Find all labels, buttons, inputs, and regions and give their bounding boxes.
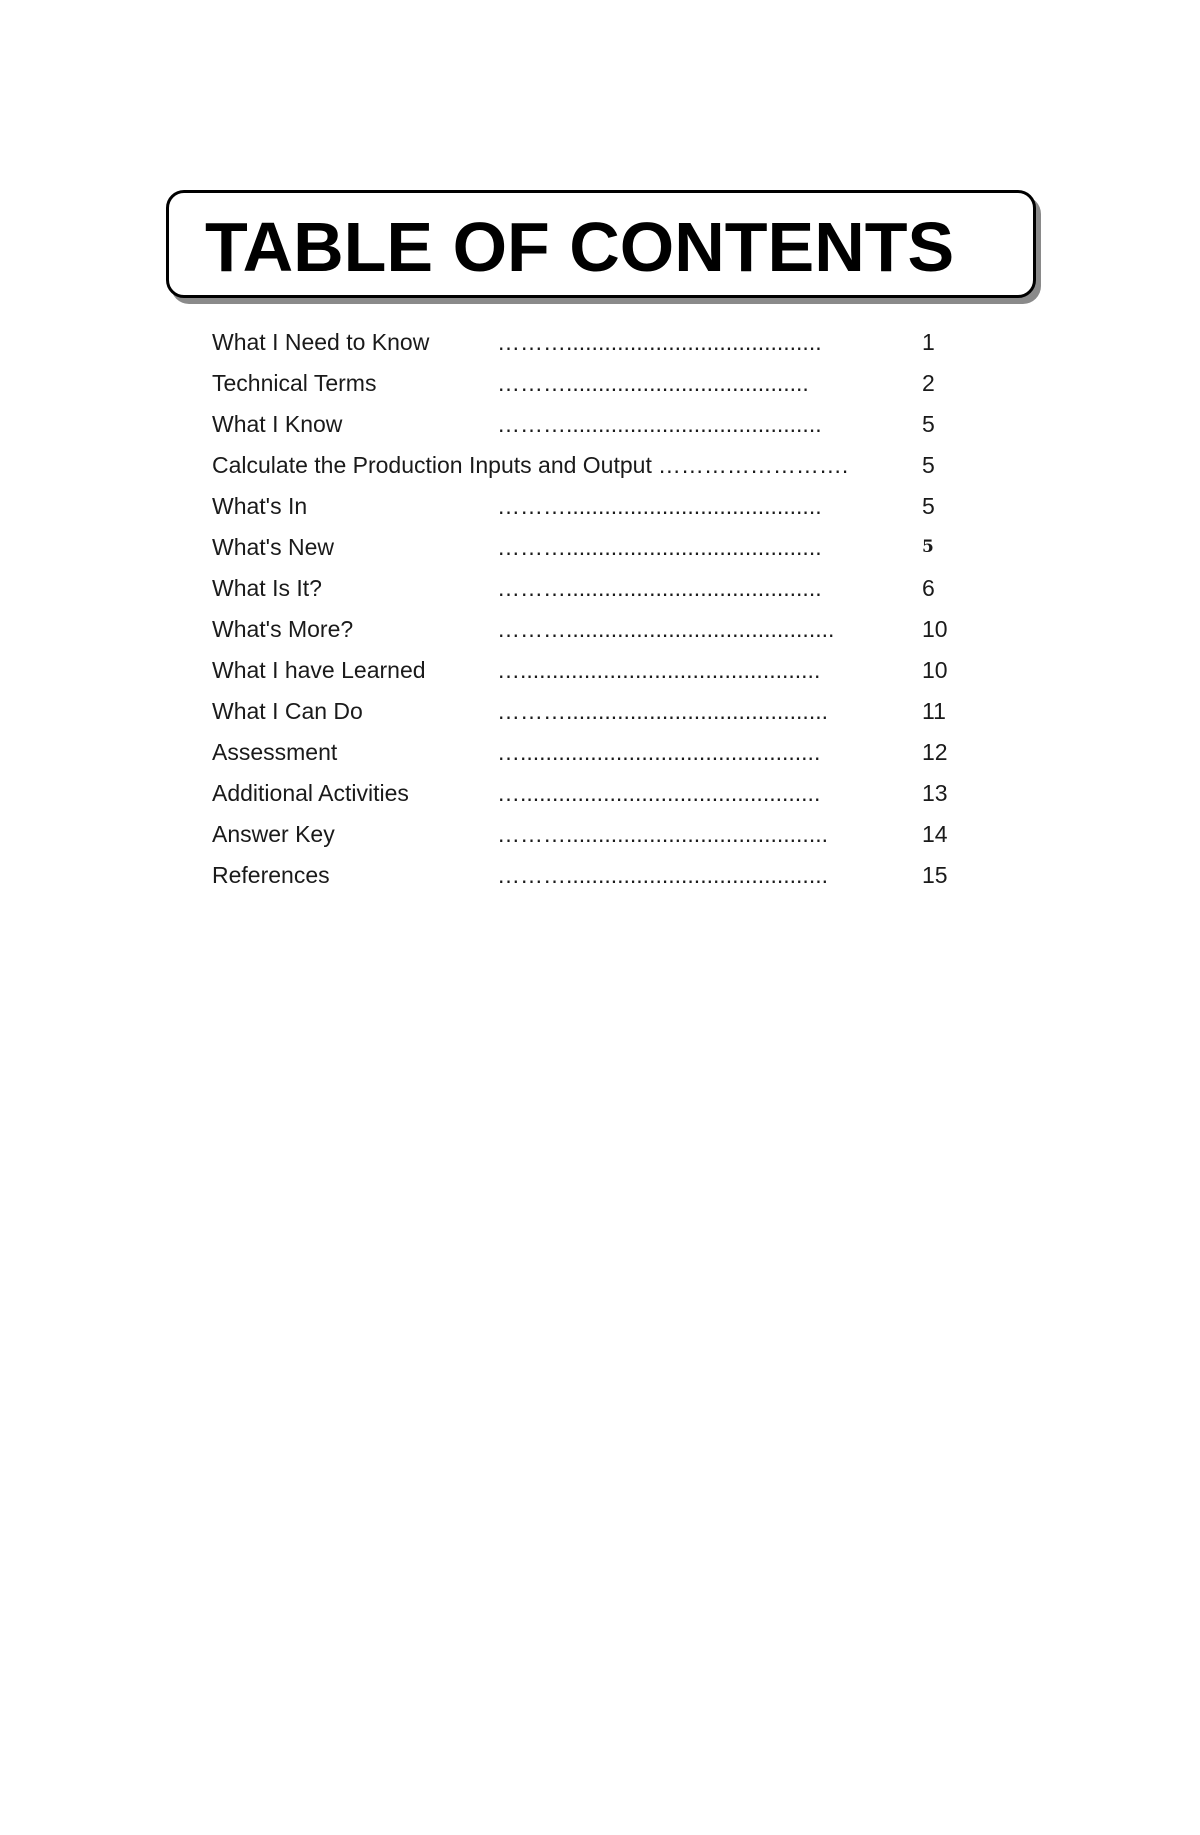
toc-entry-leader: …............................................... xyxy=(497,657,821,683)
toc-entry-page: 10 xyxy=(922,616,948,642)
toc-entry-whats-more[interactable] xyxy=(212,609,1012,650)
toc-entry-technical-terms[interactable] xyxy=(212,363,1012,404)
toc-entry-leader: ………......................................... xyxy=(497,862,828,888)
toc-entry-leader: ……………………. xyxy=(657,452,849,478)
toc-entry-page: 14 xyxy=(922,821,948,847)
toc-entry-what-i-know[interactable] xyxy=(212,404,1012,445)
toc-entry-page: 6 xyxy=(922,575,935,601)
toc-entry-label: Assessment xyxy=(212,739,338,765)
toc-entry-page: 2 xyxy=(922,370,935,396)
toc-entry-label: Technical Terms xyxy=(212,370,377,396)
toc-entry-leader: ……….......................................... xyxy=(497,616,835,642)
toc-entry-additional-activities[interactable] xyxy=(212,773,1012,814)
toc-entry-leader: ………......................................... xyxy=(497,821,828,847)
toc-entry-page: 11 xyxy=(922,698,946,724)
toc-entry-label: What I Need to Know xyxy=(212,329,430,355)
toc-entry-page: 5 xyxy=(922,537,934,557)
toc-entry-page: 5 xyxy=(922,452,935,478)
table-of-contents xyxy=(212,322,1012,896)
toc-entry-answer-key[interactable] xyxy=(212,814,1012,855)
toc-entry-page: 15 xyxy=(922,862,948,888)
toc-entry-label: Answer Key xyxy=(212,821,335,847)
toc-entry-page: 1 xyxy=(922,329,935,355)
toc-entry-leader: ………........................................ xyxy=(497,575,822,601)
toc-entry-page: 5 xyxy=(922,411,935,437)
toc-entry-leader: ………........................................ xyxy=(497,329,822,355)
toc-entry-assessment[interactable] xyxy=(212,732,1012,773)
toc-entry-label: What's More? xyxy=(212,616,354,642)
toc-entry-label: References xyxy=(212,862,330,888)
toc-entry-label: What's New xyxy=(212,534,334,560)
toc-entry-whats-new[interactable] xyxy=(212,527,1012,568)
toc-entry-label xyxy=(212,445,848,486)
toc-entry-leader: ………........................................ xyxy=(497,411,822,437)
toc-entry-leader: ………........................................ xyxy=(497,493,822,519)
toc-entry-label: What I Can Do xyxy=(212,698,363,724)
toc-entry-leader: ………...................................... xyxy=(497,370,809,396)
toc-entry-label: What's In xyxy=(212,493,308,519)
toc-entry-page: 13 xyxy=(922,780,948,806)
toc-entry-what-i-have-learned[interactable] xyxy=(212,650,1012,691)
toc-entry-what-i-need-to-know[interactable] xyxy=(212,322,1012,363)
toc-entry-label-text: Calculate the Production Inputs and Output xyxy=(212,452,652,478)
toc-entry-label: What Is It? xyxy=(212,575,322,601)
page-title: TABLE OF CONTENTS xyxy=(205,208,955,286)
toc-entry-references[interactable] xyxy=(212,855,1012,896)
toc-entry-label: Additional Activities xyxy=(212,780,409,806)
toc-entry-what-i-can-do[interactable] xyxy=(212,691,1012,732)
toc-entry-leader: …............................................... xyxy=(497,780,821,806)
toc-entry-calculate-production[interactable] xyxy=(212,445,1012,486)
toc-entry-leader: ………........................................ xyxy=(497,534,822,560)
toc-entry-page: 5 xyxy=(922,493,935,519)
toc-entry-whats-in[interactable] xyxy=(212,486,1012,527)
toc-entry-label: What I have Learned xyxy=(212,657,426,683)
toc-entry-page: 10 xyxy=(922,657,948,683)
toc-entry-page: 12 xyxy=(922,739,948,765)
toc-entry-label: What I Know xyxy=(212,411,343,437)
toc-entry-leader: ………......................................... xyxy=(497,698,828,724)
title-banner xyxy=(166,190,1036,298)
toc-entry-what-is-it[interactable] xyxy=(212,568,1012,609)
toc-entry-leader: …............................................... xyxy=(497,739,821,765)
